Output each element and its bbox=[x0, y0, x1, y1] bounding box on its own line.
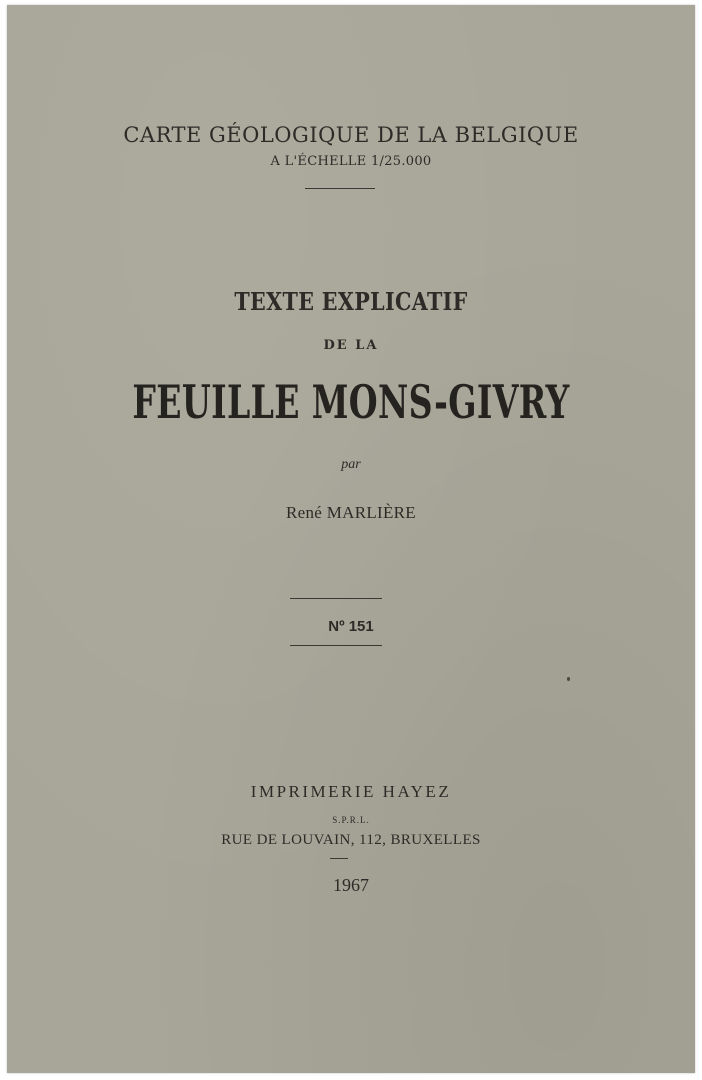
de-la-label: DE LA bbox=[323, 338, 379, 353]
text-title: TEXTE EXPLICATIF bbox=[234, 287, 468, 316]
printer-name: IMPRIMERIE HAYEZ bbox=[250, 782, 452, 801]
author-first-name: René bbox=[286, 503, 323, 522]
author-last-name: MARLIÈRE bbox=[326, 503, 416, 522]
book-cover bbox=[7, 5, 695, 1073]
by-label: par bbox=[341, 457, 361, 472]
paper-speck bbox=[567, 677, 570, 681]
map-scale: A L'ÉCHELLE 1/25.000 bbox=[270, 154, 432, 169]
volume-number: Nº 151 bbox=[328, 618, 374, 635]
author bbox=[7, 503, 695, 523]
divider-year bbox=[330, 858, 348, 859]
divider-number-bottom bbox=[290, 645, 382, 646]
sheet-title: FEUILLE MONS-GIVRY bbox=[132, 375, 570, 429]
divider-number-top bbox=[290, 598, 382, 599]
divider-top bbox=[305, 188, 375, 189]
series-title: CARTE GÉOLOGIQUE DE LA BELGIQUE bbox=[123, 123, 579, 147]
printer-address: RUE DE LOUVAIN, 112, BRUXELLES bbox=[221, 832, 481, 848]
printer-company-type: S.P.R.L. bbox=[332, 815, 370, 825]
publication-year: 1967 bbox=[333, 875, 369, 895]
